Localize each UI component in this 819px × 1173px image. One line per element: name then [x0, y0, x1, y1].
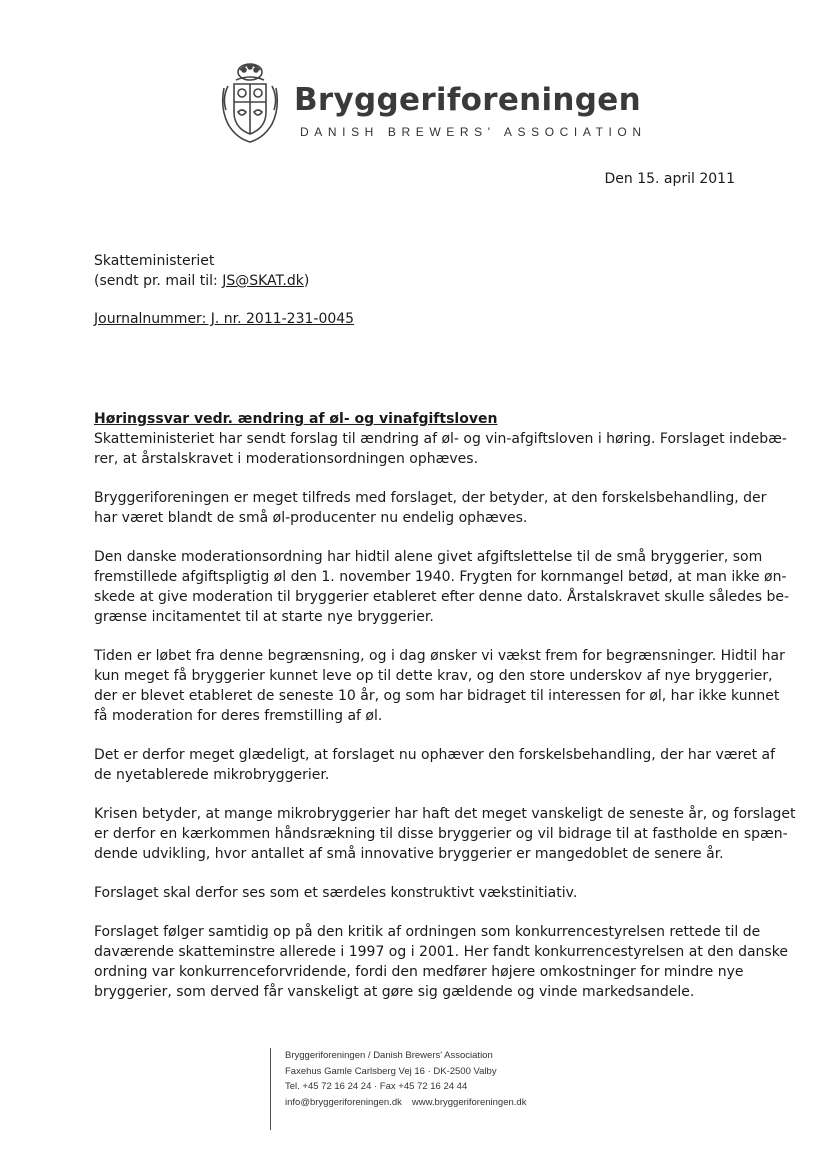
recipient-sent-line — [94, 271, 309, 291]
footer-address: Faxehus Gamle Carlsberg Vej 16 · DK-2500 Valby — [285, 1065, 497, 1077]
paragraph-line: Tiden er løbet fra denne begrænsning, og i dag ønsker vi vækst frem for begrænsninger. Hidtil har — [94, 648, 785, 664]
letter-subject: Høringssvar vedr. ændring af øl- og vinafgiftsloven — [94, 411, 498, 427]
paragraph-line: daværende skatteminstre allerede i 1997 og i 2001. Her fandt konkurrencestyrelsen at den danske — [94, 944, 788, 960]
paragraph-line: Den danske moderationsordning har hidtil alene givet afgiftslettelse til de små bryggerier, som — [94, 549, 763, 565]
paragraph-4 — [94, 646, 785, 726]
footer-contact — [285, 1095, 526, 1111]
paragraph-line: der er blevet etableret de seneste 10 år, og som har bidraget til interessen for øl, har ikke kunnet — [94, 688, 780, 704]
paragraph-line: dende udvikling, hvor antallet af små innovative bryggerier er mangedoblet de senere år. — [94, 846, 724, 862]
paragraph-line: de nyetablerede mikrobryggerier. — [94, 767, 330, 783]
journal-number: Journalnummer: J. nr. 2011-231-0045 — [94, 311, 355, 327]
paragraph-line: Forslaget følger samtidig op på den kritik af ordningen som konkurrencestyrelsen rettede til de — [94, 924, 761, 940]
paragraph-line: fremstillede afgiftspligtig øl den 1. november 1940. Frygten for kornmangel betød, at man ikke øn- — [94, 569, 787, 585]
footer-web-link[interactable]: www.bryggeriforeningen.dk — [411, 1096, 527, 1108]
paragraph-line: skede at give moderation til bryggerier etableret efter denne dato. Årstalskravet skulle således be- — [94, 589, 790, 605]
paragraph-line: få moderation for deres fremstilling af øl. — [94, 708, 383, 724]
recipient-email-link[interactable]: JS@SKAT.dk — [222, 273, 304, 289]
paragraph-line: kun meget få bryggerier kunnet leve op til dette krav, og den store underskov af nye bryggerier, — [94, 668, 773, 684]
recipient-name: Skatteministeriet — [94, 253, 215, 269]
paragraph-line: Det er derfor meget glædeligt, at forslaget nu ophæver den forskelsbehandling, der har været af — [94, 747, 776, 763]
footer-org: Bryggeriforeningen / Danish Brewers' Association — [285, 1050, 493, 1061]
footer-phone: Tel. +45 72 16 24 24 · Fax +45 72 16 24 44 — [285, 1081, 468, 1092]
paragraph-1 — [94, 429, 787, 469]
paragraph-2 — [94, 488, 767, 528]
paragraph-5 — [94, 745, 776, 785]
letterhead-name: Bryggeriforeningen — [294, 82, 641, 118]
coat-of-arms-crest-icon — [218, 58, 282, 146]
letter-footer — [270, 1048, 526, 1130]
paragraph-line: grænse incitamentet til at starte nye bryggerier. — [94, 609, 434, 625]
sent-prefix: (sendt pr. mail til: — [94, 273, 223, 289]
letter-body — [94, 409, 796, 1021]
paragraph-line: Bryggeriforeningen er meget tilfreds med forslaget, der betyder, at den forskelsbehandling, der — [94, 490, 767, 506]
paragraph-6 — [94, 804, 796, 864]
recipient-block — [94, 251, 309, 291]
paragraph-8 — [94, 922, 788, 1002]
paragraph-line: Forslaget skal derfor ses som et særdeles konstruktivt vækstinitiativ. — [94, 885, 578, 901]
paragraph-line: Skatteministeriet har sendt forslag til ændring af øl- og vin-afgiftsloven i høring. Forslaget indebæ- — [94, 431, 787, 447]
letter-date: Den 15. april 2011 — [604, 171, 735, 187]
paragraph-7 — [94, 883, 746, 903]
paragraph-3 — [94, 547, 790, 627]
paragraph-line: ordning var konkurrenceforvridende, fordi den medfører højere omkostninger for mindre nye — [94, 964, 744, 980]
sent-suffix: ) — [303, 273, 310, 289]
paragraph-line: Krisen betyder, at mange mikrobryggerier har haft det meget vanskeligt de seneste år, og forslaget — [94, 806, 796, 822]
paragraph-line: bryggerier, som derved får vanskeligt at gøre sig gældende og vinde markedsandele. — [94, 984, 695, 1000]
paragraph-line: er derfor en kærkommen håndsrækning til disse bryggerier og vil bidrage til at fastholde en spæn- — [94, 826, 788, 842]
paragraph-line: rer, at årstalskravet i moderationsordningen ophæves. — [94, 451, 479, 467]
letterhead-subtitle: DANISH BREWERS' ASSOCIATION — [300, 125, 647, 139]
footer-email-link[interactable]: info@bryggeriforeningen.dk — [285, 1096, 402, 1108]
paragraph-line: har været blandt de små øl-producenter nu endelig ophæves. — [94, 510, 528, 526]
